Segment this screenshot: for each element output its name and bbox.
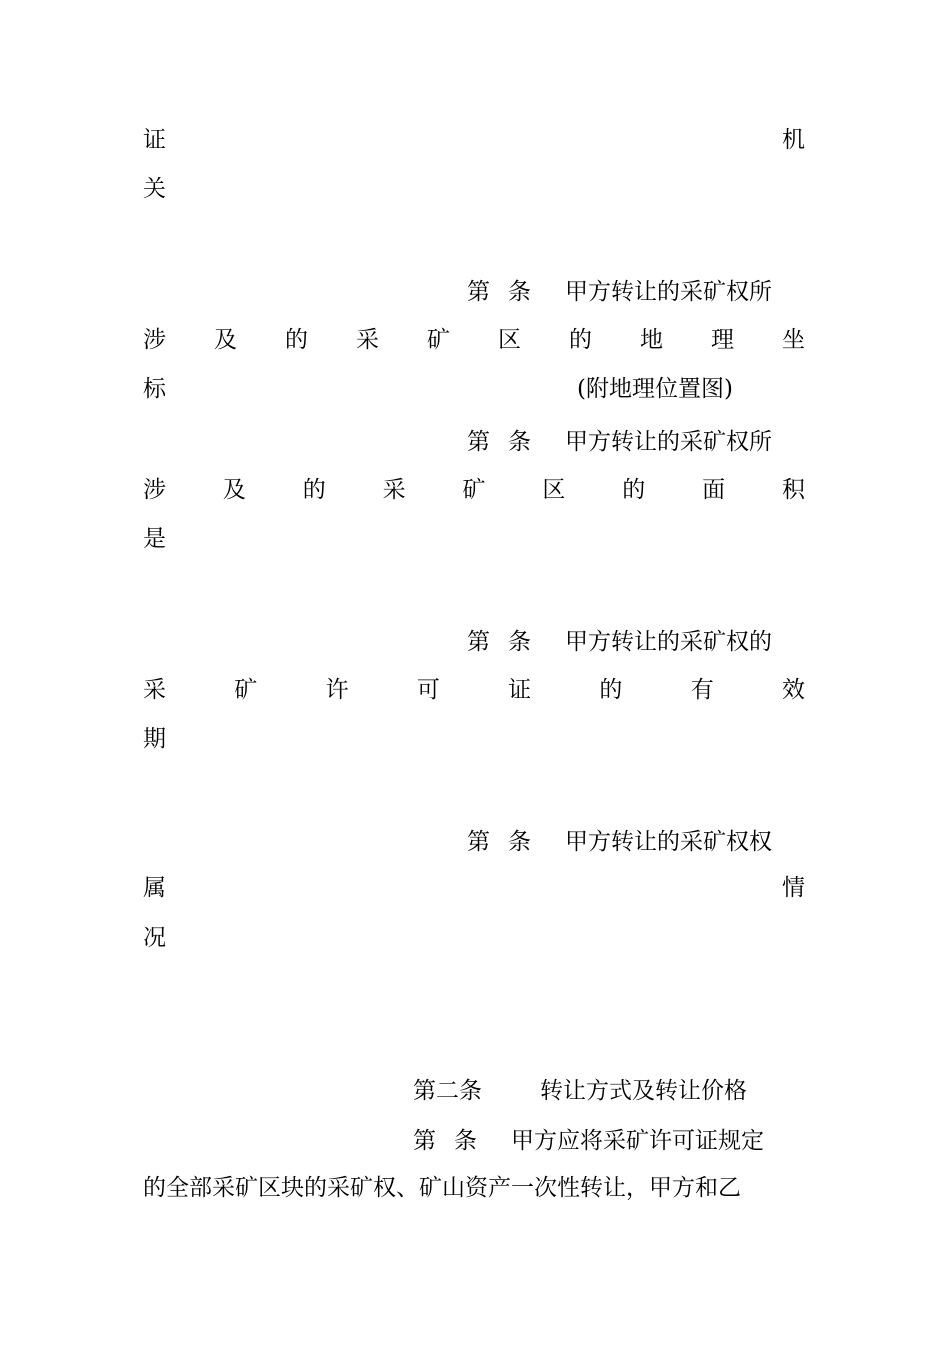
text-line [143, 873, 805, 903]
text-char: 可 [416, 677, 440, 703]
text-char: 及 [222, 477, 246, 503]
section-label: 第二条 [413, 1078, 482, 1104]
text-char: 情 [782, 875, 805, 901]
text-char: 机 [782, 127, 805, 153]
text-line: 是 [143, 526, 166, 552]
clause-di: 第 [467, 629, 490, 655]
text-char: 许 [325, 677, 349, 703]
clause-di: 第 [413, 1128, 436, 1154]
text-char: 属 [143, 875, 166, 901]
clause-di: 第 [467, 279, 490, 305]
text-char: 区 [542, 477, 566, 503]
text-line: 的全部采矿区块的采矿权、矿山资产一次性转让，甲方和乙 [143, 1175, 741, 1201]
clause-tiao: 条 [508, 429, 531, 455]
text-line [143, 325, 805, 355]
text-char: 及 [214, 327, 237, 353]
text-char: 地 [640, 327, 663, 353]
text-line [143, 675, 805, 705]
clause-tiao: 条 [454, 1128, 477, 1154]
text-line [143, 374, 805, 404]
text-char: 理 [711, 327, 734, 353]
clause-heading [467, 623, 772, 656]
text-char: 有 [690, 677, 714, 703]
text-char: 涉 [143, 327, 166, 353]
text-line: 关 [143, 176, 166, 202]
text-char: 的 [302, 477, 326, 503]
clause-heading [467, 823, 772, 856]
clause-di: 第 [467, 829, 490, 855]
text-char: 积 [782, 477, 805, 503]
text-char: 面 [702, 477, 726, 503]
attachment-note: (附地理位置图) [577, 376, 733, 402]
text-char: 采 [382, 477, 406, 503]
text-line [143, 475, 805, 505]
text-char: 的 [599, 677, 623, 703]
text-char: 涉 [143, 477, 166, 503]
text-char: 矿 [427, 327, 450, 353]
text-line: 况 [143, 925, 166, 951]
clause-tiao: 条 [508, 829, 531, 855]
text-line [143, 125, 805, 155]
text-char: 效 [781, 677, 805, 703]
text-char: 证 [508, 677, 532, 703]
text-char: 的 [569, 327, 592, 353]
clause-heading [413, 1122, 764, 1155]
text-char: 区 [498, 327, 521, 353]
text-line: 期 [143, 726, 166, 752]
text-char: 坐 [782, 327, 805, 353]
clause-text: 甲方转让的采矿权所 [565, 279, 772, 305]
text-char: 标 [143, 376, 166, 402]
clause-text: 甲方转让的采矿权的 [565, 629, 772, 655]
text-char: 矿 [462, 477, 486, 503]
clause-text: 甲方转让的采矿权权 [565, 829, 772, 855]
text-char: 的 [285, 327, 308, 353]
text-char: 的 [622, 477, 646, 503]
text-char: 采 [356, 327, 379, 353]
section-heading [413, 1072, 747, 1105]
clause-text: 甲方应将采矿许可证规定 [511, 1128, 764, 1154]
clause-heading [467, 423, 772, 456]
clause-text: 甲方转让的采矿权所 [565, 429, 772, 455]
clause-tiao: 条 [508, 279, 531, 305]
text-char: 采 [143, 677, 166, 703]
clause-heading [467, 273, 772, 306]
text-char: 证 [143, 127, 166, 153]
clause-di: 第 [467, 429, 490, 455]
text-char: 矿 [234, 677, 258, 703]
section-title: 转让方式及转让价格 [540, 1078, 747, 1104]
clause-tiao: 条 [508, 629, 531, 655]
